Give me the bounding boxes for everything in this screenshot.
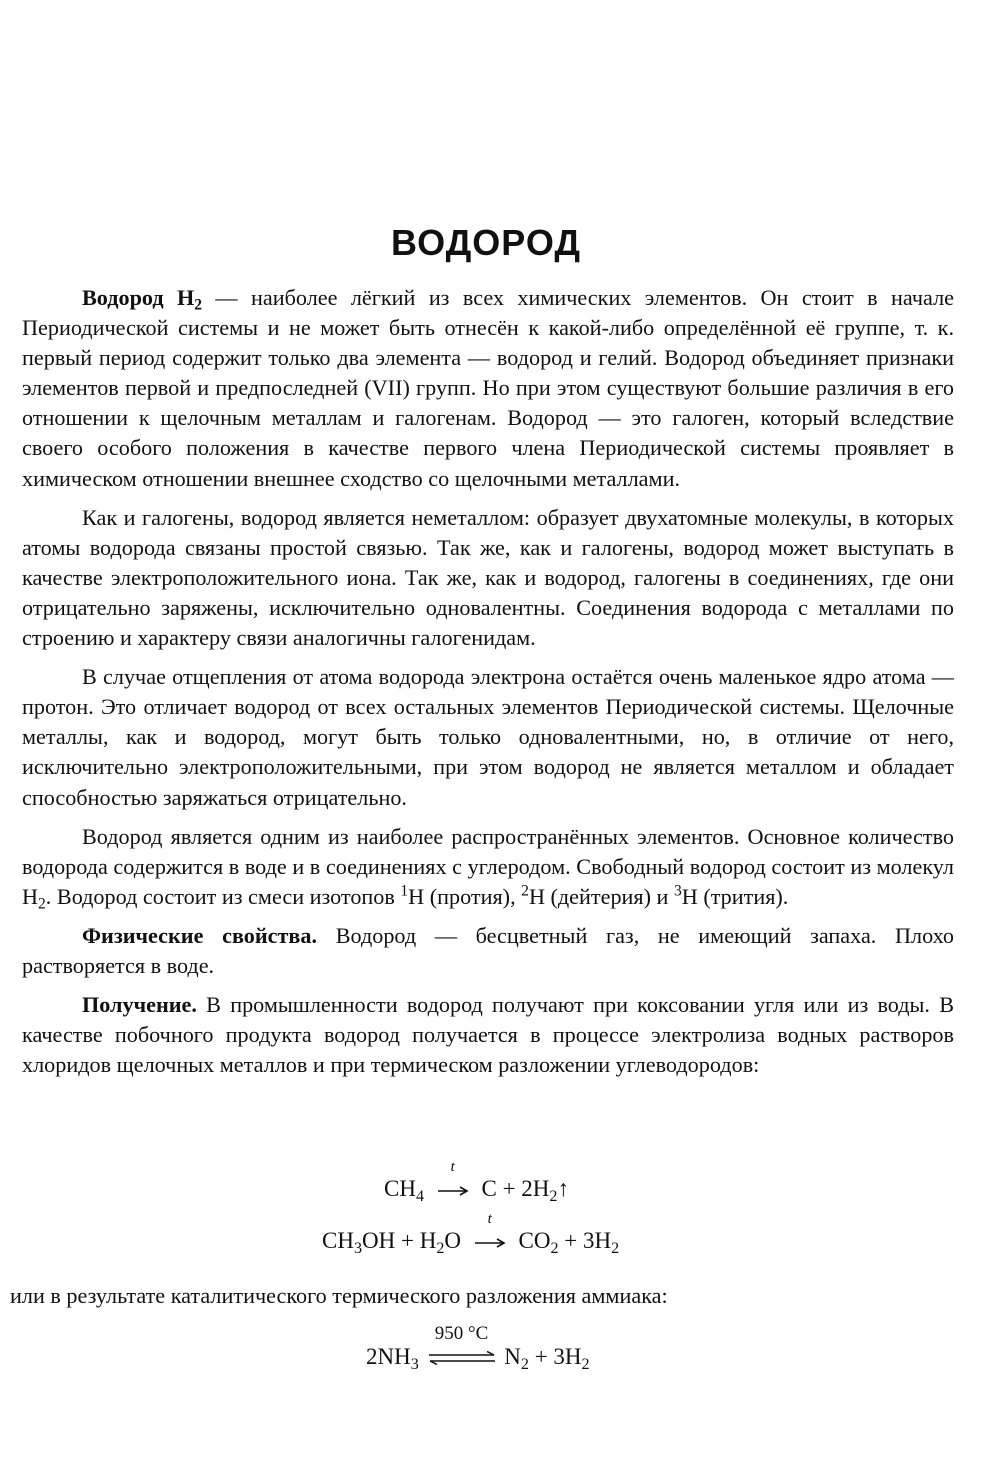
physical-heading: Физические свойства. [82,922,318,948]
reaction-condition: t [450,1158,455,1175]
article-body [22,283,954,1089]
intro-term: Водород $H_2$ [82,285,203,314]
paragraph-abundance: Водород является одним из наиболее распространённых элементов. Основное количество водорода содержится в воде и в соединениях с углеродом. Свободный водород состоит из молекул $H_2$. Водород состоит из смеси изотопов $^1$H (протия), $^2$H (дейтерия) и $^3$H (трития). [22,823,954,913]
reaction-condition: 950 °C [434,1322,489,1344]
intro-text: — наиболее лёгкий из всех химических элементов. Он стоит в начале Периодической системы и не может быть отнесён к какой-либо определённой её группе, т. к. первый период содержит только два элемента — водород и гелий. Водород объединяет признаки элементов первой и предпоследней (VII) групп. Но при этом существуют большие различия в его отношении к щелочным металлам и галогенам. Водород — это галоген, который вследствие своего особого положения в качестве первого члена Периодической системы проявляет в химическом отношении внешнее сходство со щелочными металлами. [22,285,954,491]
equation-methane-decomposition: $CH_4$ t $C + 2H_2↑$ [384,1158,569,1205]
page-title: ВОДОРОД [391,222,581,263]
reaction-arrow [436,1158,470,1201]
transition-text: или в результате каталитического термического разложения аммиака: [10,1283,668,1308]
reaction-arrow [473,1210,507,1253]
paragraph-physical-properties: Физические свойства. Водород — бесцветный газ, не имеющий запаха. Плохо растворяется в воде. [22,922,954,978]
reaction-condition: t [487,1210,492,1227]
production-heading: Получение. [82,992,197,1018]
intro-paragraph [22,283,954,494]
paragraph-production: Получение. В промышленности водород получают при коксовании угля или из воды. В качестве побочного продукта водород получается в процессе электролиза водных растворов хлоридов щелочных металлов и при термическом разложении углеводородов: [22,992,954,1078]
paragraph-proton: В случае отщепления от атома водорода электрона остаётся очень маленькое ядро атома — протон. Это отличает водород от всех остальных элементов Периодической системы. Щелочные металлы, как и водород, могут быть только одновалентными, но, в отличие от него, исключительно электроположительными, при этом водород не является металлом и обладает способностью заряжаться отрицательно. [22,664,954,810]
equation-methanol-reforming: $CH_3OH + H_2O$ t $CO_2 + 3H_2$ [322,1210,620,1257]
paragraph-halogens: Как и галогены, водород является неметаллом: образует двухатомные молекулы, в которых атомы водорода связаны простой связью. Так же, как и галогены, водород может выступать в качестве электроположительного иона. Так же, как и водород, галогены в соединениях, где они отрицательно заряжены, исключительно одновалентны. Соединения водорода с металлами по строению и характеру связи аналогичны галогенидам. [22,504,954,651]
equation-ammonia-decomposition: $2NH_3$ 950 °C $N_2 + 3H_2$ [366,1322,590,1373]
equilibrium-arrow [427,1322,497,1369]
